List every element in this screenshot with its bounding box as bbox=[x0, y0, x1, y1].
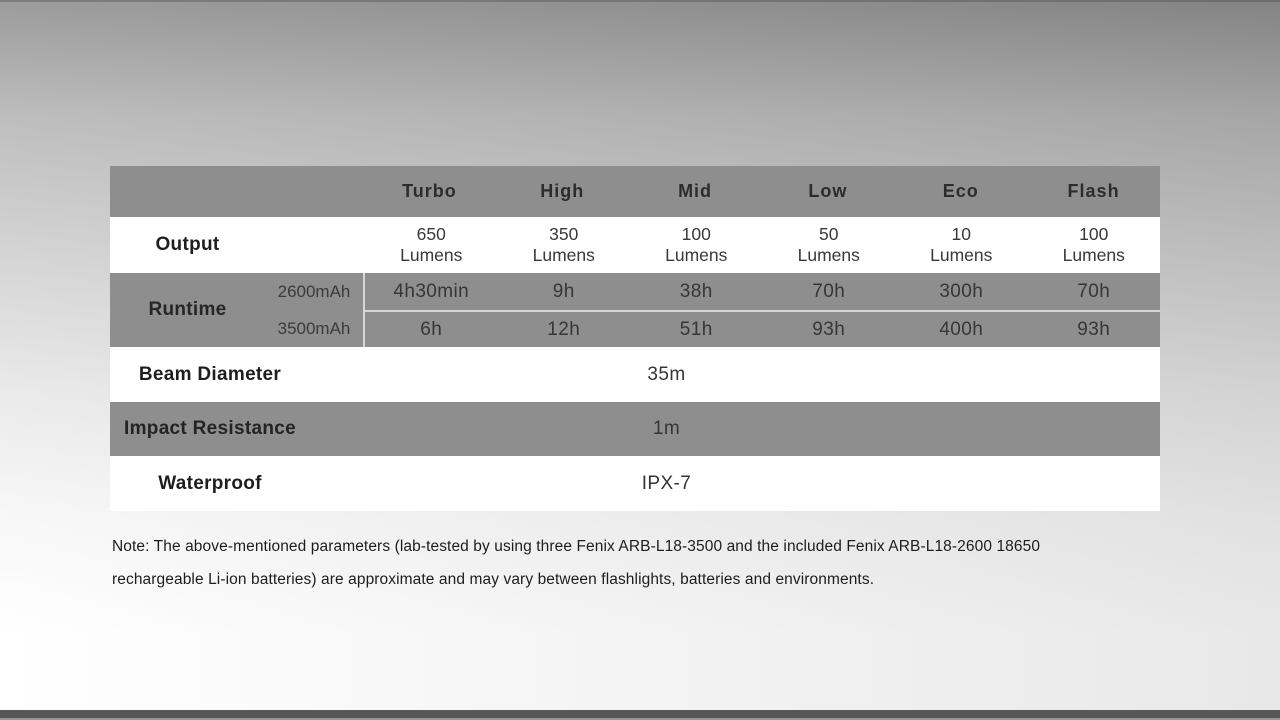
runtime-3500-eco: 400h bbox=[939, 318, 984, 340]
output-value-high bbox=[498, 217, 631, 273]
output-lumens-unit: Lumens bbox=[532, 245, 595, 265]
column-header-mid: Mid bbox=[678, 181, 713, 201]
output-value-low bbox=[763, 217, 896, 273]
column-header-flash: Flash bbox=[1067, 181, 1120, 201]
spec-table bbox=[110, 166, 1160, 511]
output-lumens-unit: Lumens bbox=[665, 245, 728, 265]
output-lumens-unit: Lumens bbox=[930, 245, 993, 265]
output-lumens-number: 350 bbox=[549, 224, 579, 244]
bottom-bar bbox=[0, 710, 1280, 720]
row-label-output: Output bbox=[155, 234, 220, 255]
runtime-3500-row bbox=[365, 310, 1160, 347]
runtime-3500-mid: 51h bbox=[679, 318, 713, 340]
runtime-3500-flash: 93h bbox=[1077, 318, 1111, 340]
runtime-2600-flash: 70h bbox=[1077, 280, 1111, 302]
output-lumens-unit: Lumens bbox=[1062, 245, 1125, 265]
waterproof-row bbox=[110, 456, 1160, 511]
column-header-turbo: Turbo bbox=[402, 181, 457, 201]
note-line-2: rechargeable Li-ion batteries) are approximate and may vary between flashlights, batteries and environments. bbox=[112, 571, 875, 588]
impact-resistance-row bbox=[110, 402, 1160, 456]
output-value-flash bbox=[1028, 217, 1161, 273]
runtime-2600-mid: 38h bbox=[679, 280, 713, 302]
battery-3500mah-label: 3500mAh bbox=[277, 318, 351, 338]
impact-resistance-value: 1m bbox=[652, 418, 681, 439]
top-edge-line bbox=[0, 0, 1280, 2]
beam-diameter-row bbox=[110, 347, 1160, 402]
output-lumens-number: 100 bbox=[1079, 224, 1109, 244]
runtime-values-grid bbox=[365, 273, 1160, 347]
runtime-2600-low: 70h bbox=[812, 280, 846, 302]
output-lumens-number: 10 bbox=[951, 224, 971, 244]
row-label-beam-diameter: Beam Diameter bbox=[138, 363, 282, 385]
output-lumens-number: 650 bbox=[416, 224, 446, 244]
output-lumens-number: 100 bbox=[681, 224, 711, 244]
beam-diameter-value: 35m bbox=[647, 363, 686, 385]
output-value-eco bbox=[895, 217, 1028, 273]
row-label-runtime: Runtime bbox=[148, 299, 227, 320]
output-value-mid bbox=[630, 217, 763, 273]
runtime-3500-low: 93h bbox=[812, 318, 846, 340]
runtime-3500-turbo: 6h bbox=[420, 318, 443, 340]
output-row bbox=[110, 217, 1160, 273]
column-header-high: High bbox=[540, 181, 585, 201]
column-header-low: Low bbox=[808, 181, 848, 201]
runtime-2600-high: 9h bbox=[552, 280, 575, 302]
row-label-impact-resistance: Impact Resistance bbox=[124, 418, 296, 439]
runtime-row bbox=[110, 273, 1160, 347]
runtime-2600-eco: 300h bbox=[939, 280, 984, 302]
output-value-turbo bbox=[365, 217, 498, 273]
column-header-eco: Eco bbox=[942, 181, 979, 201]
battery-2600mah-label: 2600mAh bbox=[277, 281, 351, 301]
output-lumens-number: 50 bbox=[819, 224, 839, 244]
battery-capacity-column bbox=[265, 273, 365, 347]
row-label-waterproof: Waterproof bbox=[158, 472, 262, 494]
runtime-2600-turbo: 4h30min bbox=[393, 280, 470, 302]
note-line-1: Note: The above-mentioned parameters (lab-tested by using three Fenix ARB-L18-3500 and the included Fenix ARB-L18-2600 18650 bbox=[112, 538, 1041, 555]
waterproof-value: IPX-7 bbox=[641, 472, 692, 494]
output-lumens-unit: Lumens bbox=[797, 245, 860, 265]
table-header-row bbox=[110, 166, 1160, 217]
output-spacer bbox=[265, 217, 365, 273]
note-text bbox=[112, 530, 1172, 596]
runtime-2600-row bbox=[365, 273, 1160, 310]
header-spacer bbox=[110, 166, 363, 217]
output-lumens-unit: Lumens bbox=[400, 245, 463, 265]
runtime-3500-high: 12h bbox=[547, 318, 581, 340]
